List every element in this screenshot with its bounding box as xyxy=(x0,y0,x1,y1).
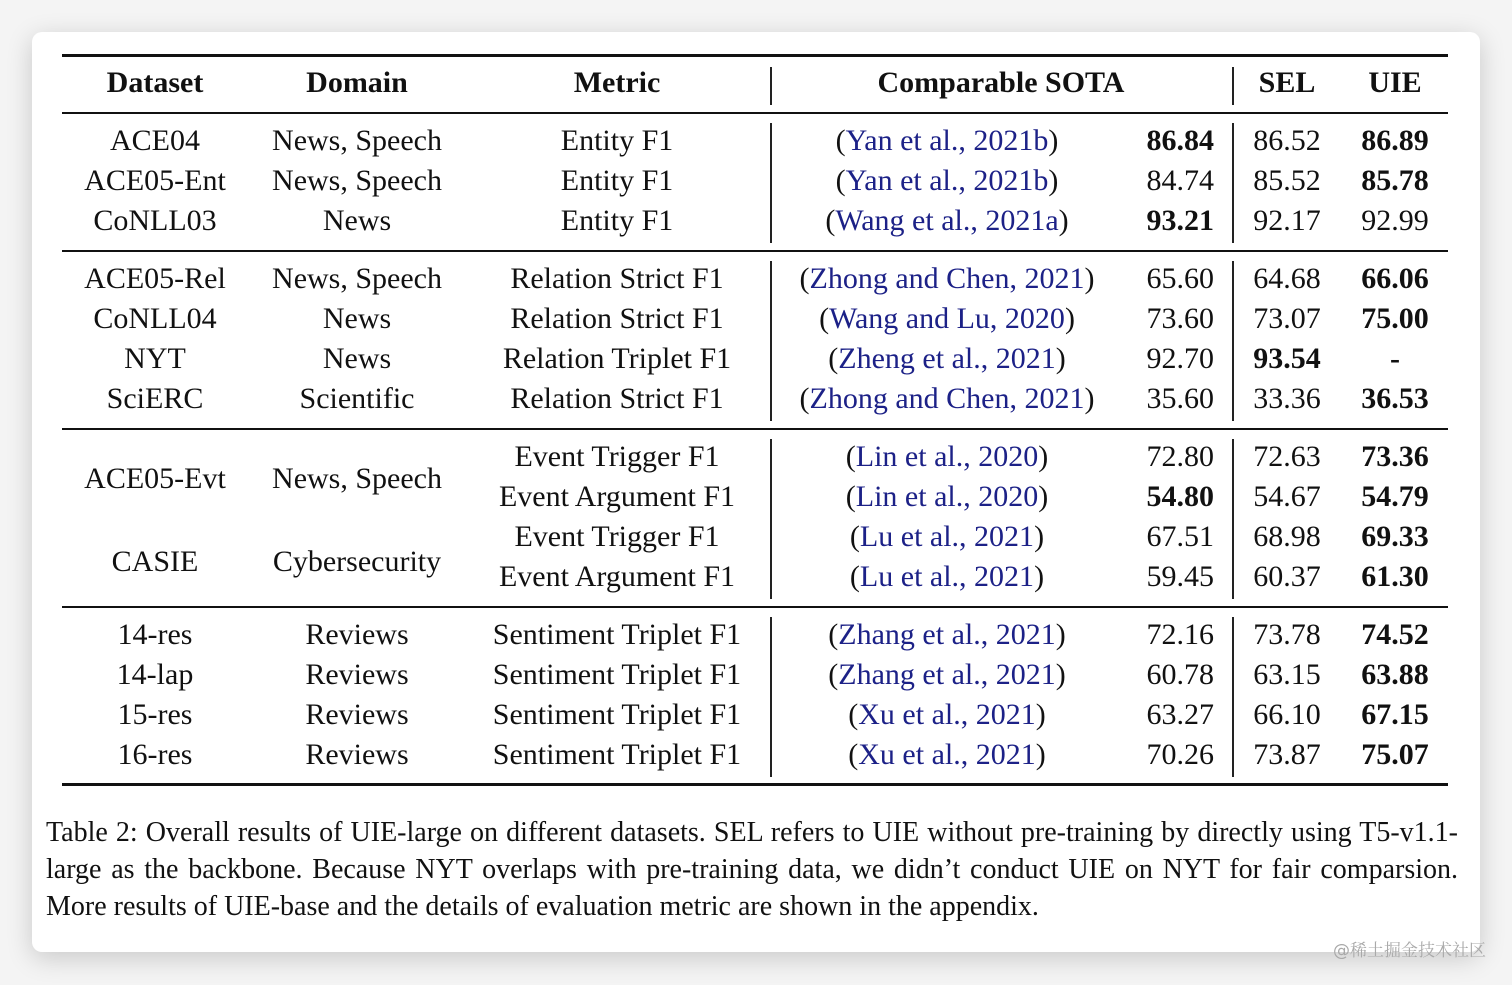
citation-link[interactable]: (Zhang et al., 2021) xyxy=(828,658,1066,691)
citation-text[interactable]: Zhong and Chen, 2021 xyxy=(809,382,1085,415)
citation-link[interactable]: (Zhong and Chen, 2021) xyxy=(799,382,1095,415)
citation-text[interactable]: Zhong and Chen, 2021 xyxy=(809,262,1085,295)
uie-value: 86.89 xyxy=(1361,124,1429,157)
sota-value: 63.27 xyxy=(1146,698,1214,731)
uie-value: 67.15 xyxy=(1361,698,1429,731)
citation-text[interactable]: Yan et al., 2021b xyxy=(845,124,1049,157)
sel-value: 73.78 xyxy=(1253,618,1321,651)
domain-cell: News, Speech xyxy=(272,462,442,495)
dataset-cell: 14-res xyxy=(117,618,193,651)
domain-cell: News, Speech xyxy=(272,262,442,295)
dataset-cell: NYT xyxy=(124,342,186,375)
citation-link[interactable]: (Zheng et al., 2021) xyxy=(828,342,1066,375)
domain-cell: News, Speech xyxy=(272,164,442,197)
metric-cell: Entity F1 xyxy=(560,164,674,197)
sel-value: 60.37 xyxy=(1253,560,1321,593)
sel-value: 73.07 xyxy=(1253,302,1321,335)
dataset-cell: ACE05-Rel xyxy=(84,262,226,295)
metric-cell: Relation Triplet F1 xyxy=(502,342,732,375)
citation-text[interactable]: Lu et al., 2021 xyxy=(859,560,1035,593)
header-sel: SEL xyxy=(1258,66,1316,99)
citation-link[interactable]: (Zhang et al., 2021) xyxy=(828,618,1066,651)
group-rule xyxy=(62,606,1448,608)
uie-value: - xyxy=(1390,342,1400,375)
header-dataset: Dataset xyxy=(106,66,204,99)
dataset-cell: 15-res xyxy=(117,698,193,731)
sel-value: 92.17 xyxy=(1253,204,1321,237)
sota-value: 70.26 xyxy=(1146,738,1214,771)
dataset-cell: CASIE xyxy=(111,545,199,578)
citation-link[interactable]: (Lu et al., 2021) xyxy=(849,520,1045,553)
dataset-cell: ACE05-Evt xyxy=(84,462,226,495)
sota-value: 86.84 xyxy=(1146,124,1214,157)
sota-value: 72.80 xyxy=(1146,440,1214,473)
citation-text[interactable]: Xu et al., 2021 xyxy=(858,698,1036,731)
column-divider xyxy=(770,439,772,599)
metric-cell: Entity F1 xyxy=(560,124,674,157)
citation-link[interactable]: (Xu et al., 2021) xyxy=(848,698,1046,731)
metric-cell: Event Trigger F1 xyxy=(514,520,720,553)
citation-link[interactable]: (Yan et al., 2021b) xyxy=(835,164,1059,197)
metric-cell: Sentiment Triplet F1 xyxy=(492,658,742,691)
uie-value: 54.79 xyxy=(1361,480,1429,513)
uie-value: 63.88 xyxy=(1361,658,1429,691)
sel-value: 63.15 xyxy=(1253,658,1321,691)
sota-value: 92.70 xyxy=(1146,342,1214,375)
metric-cell: Relation Strict F1 xyxy=(510,302,724,335)
citation-text[interactable]: Yan et al., 2021b xyxy=(845,164,1049,197)
column-divider xyxy=(770,617,772,777)
sota-value: 65.60 xyxy=(1146,262,1214,295)
bottom-rule xyxy=(62,783,1448,786)
sel-value: 64.68 xyxy=(1253,262,1321,295)
sota-value: 72.16 xyxy=(1146,618,1214,651)
dataset-cell: 14-lap xyxy=(116,658,194,691)
sel-value: 86.52 xyxy=(1253,124,1321,157)
uie-value: 36.53 xyxy=(1361,382,1429,415)
column-divider xyxy=(1232,123,1234,243)
uie-value: 75.00 xyxy=(1361,302,1429,335)
metric-cell: Sentiment Triplet F1 xyxy=(492,698,742,731)
citation-text[interactable]: Zheng et al., 2021 xyxy=(838,342,1056,375)
domain-cell: News xyxy=(322,302,392,335)
domain-cell: News xyxy=(322,204,392,237)
top-rule xyxy=(62,54,1448,57)
domain-cell: Cybersecurity xyxy=(272,545,442,578)
sota-value: 93.21 xyxy=(1146,204,1214,237)
domain-cell: News, Speech xyxy=(272,124,442,157)
sota-value: 73.60 xyxy=(1146,302,1214,335)
sota-value: 54.80 xyxy=(1146,480,1214,513)
header-metric: Metric xyxy=(573,66,661,99)
sel-value: 85.52 xyxy=(1253,164,1321,197)
column-divider xyxy=(770,67,772,105)
metric-cell: Event Trigger F1 xyxy=(514,440,720,473)
metric-cell: Entity F1 xyxy=(560,204,674,237)
uie-value: 66.06 xyxy=(1361,262,1429,295)
domain-cell: Reviews xyxy=(305,618,409,651)
domain-cell: News xyxy=(322,342,392,375)
sota-value: 59.45 xyxy=(1146,560,1214,593)
citation-link[interactable]: (Zhong and Chen, 2021) xyxy=(799,262,1095,295)
citation-link[interactable]: (Yan et al., 2021b) xyxy=(835,124,1059,157)
sel-value: 54.67 xyxy=(1253,480,1321,513)
column-divider xyxy=(1232,67,1234,105)
citation-text[interactable]: Wang et al., 2021a xyxy=(835,204,1059,237)
uie-value: 92.99 xyxy=(1361,204,1429,237)
citation-link[interactable]: (Lin et al., 2020) xyxy=(845,440,1049,473)
column-divider xyxy=(1232,261,1234,421)
dataset-cell: ACE05-Ent xyxy=(84,164,226,197)
group-rule xyxy=(62,428,1448,430)
sel-value: 73.87 xyxy=(1253,738,1321,771)
header-domain: Domain xyxy=(306,66,408,99)
citation-text[interactable]: Xu et al., 2021 xyxy=(858,738,1036,771)
dataset-cell: SciERC xyxy=(106,382,204,415)
dataset-cell: CoNLL03 xyxy=(93,204,217,237)
uie-value: 69.33 xyxy=(1361,520,1429,553)
uie-value: 75.07 xyxy=(1361,738,1429,771)
citation-link[interactable]: (Lu et al., 2021) xyxy=(849,560,1045,593)
citation-text[interactable]: Lin et al., 2020 xyxy=(855,440,1039,473)
citation-text[interactable]: Zhang et al., 2021 xyxy=(838,658,1056,691)
citation-text[interactable]: Lin et al., 2020 xyxy=(855,480,1039,513)
column-divider xyxy=(1232,439,1234,599)
citation-text[interactable]: Wang and Lu, 2020 xyxy=(829,302,1065,335)
dataset-cell: 16-res xyxy=(117,738,193,771)
header-uie: UIE xyxy=(1368,66,1422,99)
sel-value: 33.36 xyxy=(1253,382,1321,415)
column-divider xyxy=(1232,617,1234,777)
uie-value: 85.78 xyxy=(1361,164,1429,197)
sel-value: 72.63 xyxy=(1253,440,1321,473)
domain-cell: Reviews xyxy=(305,698,409,731)
citation-link[interactable]: (Xu et al., 2021) xyxy=(848,738,1046,771)
dataset-cell: CoNLL04 xyxy=(93,302,217,335)
uie-value: 73.36 xyxy=(1361,440,1429,473)
watermark: @稀土掘金技术社区 xyxy=(1333,941,1486,961)
metric-cell: Sentiment Triplet F1 xyxy=(492,618,742,651)
domain-cell: Scientific xyxy=(299,382,415,415)
sel-value: 66.10 xyxy=(1253,698,1321,731)
domain-cell: Reviews xyxy=(305,738,409,771)
uie-value: 61.30 xyxy=(1361,560,1429,593)
sota-value: 60.78 xyxy=(1146,658,1214,691)
domain-cell: Reviews xyxy=(305,658,409,691)
metric-cell: Sentiment Triplet F1 xyxy=(492,738,742,771)
sel-value: 93.54 xyxy=(1253,342,1321,375)
citation-text[interactable]: Zhang et al., 2021 xyxy=(838,618,1056,651)
sota-value: 84.74 xyxy=(1146,164,1214,197)
citation-link[interactable]: (Wang and Lu, 2020) xyxy=(819,302,1075,335)
metric-cell: Relation Strict F1 xyxy=(510,262,724,295)
citation-text[interactable]: Lu et al., 2021 xyxy=(859,520,1035,553)
group-rule xyxy=(62,250,1448,252)
sota-value: 67.51 xyxy=(1146,520,1214,553)
column-divider xyxy=(770,261,772,421)
table-caption: Table 2: Overall results of UIE-large on different datasets. SEL refers to UIE without pre-training by directly using T5-v1.1-large as the backbone. Because NYT overlaps with pre-training data, we didn’t conduct UIE on NYT for fair comparsion. More results of UIE-base and the details of evaluation metric are shown in the appendix. xyxy=(46,817,1458,922)
citation-link[interactable]: (Lin et al., 2020) xyxy=(845,480,1049,513)
metric-cell: Event Argument F1 xyxy=(498,480,736,513)
metric-cell: Relation Strict F1 xyxy=(510,382,724,415)
column-divider xyxy=(770,123,772,243)
metric-cell: Event Argument F1 xyxy=(498,560,736,593)
citation-link[interactable]: (Wang et al., 2021a) xyxy=(825,204,1069,237)
dataset-cell: ACE04 xyxy=(110,124,200,157)
sota-value: 35.60 xyxy=(1146,382,1214,415)
header-sota: Comparable SOTA xyxy=(877,66,1125,99)
uie-value: 74.52 xyxy=(1361,618,1429,651)
header-rule xyxy=(62,112,1448,114)
sel-value: 68.98 xyxy=(1253,520,1321,553)
